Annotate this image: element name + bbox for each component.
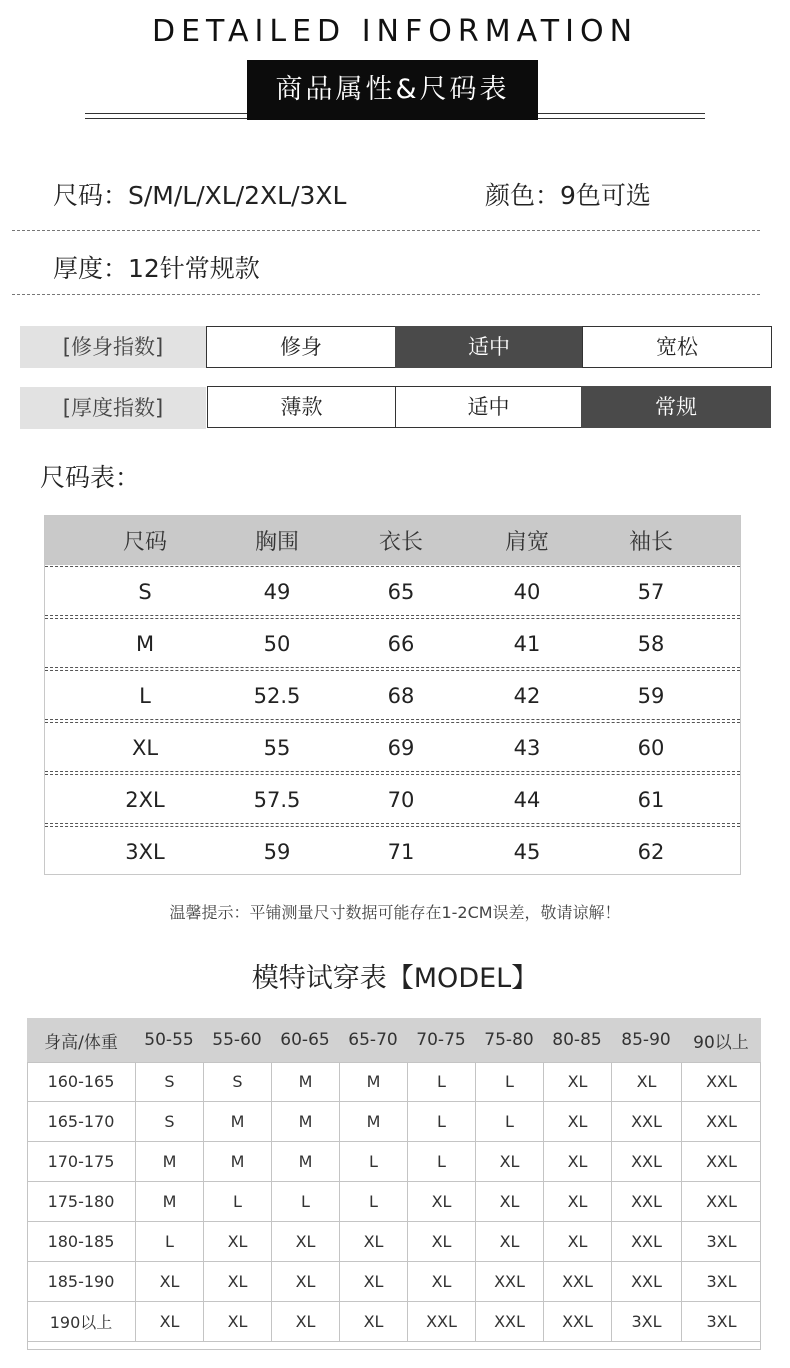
size-cell: 3XL (125, 840, 165, 864)
recommended-size-cell: L (475, 1062, 543, 1101)
height-range-cell: 170-175 (47, 1152, 115, 1171)
size-cell: 60 (637, 736, 665, 760)
recommended-size-cell: XL (339, 1222, 407, 1261)
recommended-size-cell: XXL (681, 1062, 761, 1101)
height-range-cell: 165-170 (47, 1112, 115, 1131)
size-header-cell: 尺码 (122, 530, 167, 555)
size-table-header (45, 516, 740, 565)
recommended-size-cell: XXL (611, 1262, 681, 1301)
model-header-cell: 身高/体重 (44, 1032, 118, 1053)
recommended-size-cell: XXL (611, 1142, 681, 1181)
thickness-attribute: 厚度：12针常规款 (53, 254, 260, 283)
recommended-size-cell: L (407, 1062, 475, 1101)
recommended-size-cell: XXL (543, 1302, 611, 1341)
size-cell: 41 (513, 632, 541, 656)
row-dashed-divider (45, 615, 740, 616)
thickness-option-thin: 薄款 (207, 386, 396, 428)
thickness-option-regular: 常规 (581, 386, 771, 428)
recommended-size-cell: XXL (611, 1102, 681, 1141)
size-cell: 50 (263, 632, 291, 656)
recommended-size-cell: XL (271, 1222, 339, 1261)
size-header-cell: 胸围 (254, 530, 299, 555)
model-header-cell: 65-70 (348, 1030, 398, 1050)
model-table-row (27, 1102, 761, 1142)
recommended-size-cell: S (135, 1102, 203, 1141)
measurement-note: 温馨提示：平铺测量尺寸数据可能存在1-2CM误差，敬请谅解！ (169, 903, 621, 922)
size-cell: 2XL (125, 788, 165, 812)
recommended-size-cell: XL (407, 1222, 475, 1261)
recommended-size-cell: 3XL (681, 1262, 761, 1301)
height-range-cell: 190以上 (49, 1313, 113, 1332)
height-range-cell: 185-190 (47, 1272, 115, 1291)
size-cell: 44 (513, 788, 541, 812)
size-cell: 45 (513, 840, 541, 864)
model-table-row (27, 1302, 761, 1342)
size-cell: 43 (513, 736, 541, 760)
recommended-size-cell: XXL (475, 1262, 543, 1301)
model-header-cell: 50-55 (144, 1030, 194, 1050)
recommended-size-cell: XL (339, 1302, 407, 1341)
size-cell: 70 (387, 788, 415, 812)
dashed-divider (12, 294, 760, 295)
model-header-cell: 60-65 (280, 1030, 330, 1050)
recommended-size-cell: XL (475, 1142, 543, 1181)
size-cell: 66 (387, 632, 415, 656)
recommended-size-cell: L (407, 1102, 475, 1141)
recommended-size-cell: XL (543, 1102, 611, 1141)
recommended-size-cell: M (271, 1142, 339, 1181)
size-cell: 57.5 (253, 788, 301, 812)
size-table-heading: 尺码表： (40, 463, 141, 492)
size-table (44, 515, 741, 875)
recommended-size-cell: M (271, 1102, 339, 1141)
recommended-size-cell: XL (271, 1302, 339, 1341)
size-cell: 49 (263, 580, 291, 604)
recommended-size-cell: XXL (681, 1142, 761, 1181)
recommended-size-cell: S (203, 1062, 271, 1101)
recommended-size-cell: 3XL (681, 1222, 761, 1261)
fit-option-loose: 宽松 (582, 326, 772, 368)
recommended-size-cell: XL (135, 1262, 203, 1301)
size-cell: 55 (263, 736, 291, 760)
size-cell: 59 (637, 684, 665, 708)
size-cell: 65 (387, 580, 415, 604)
size-cell: S (138, 580, 152, 604)
recommended-size-cell: M (339, 1062, 407, 1101)
recommended-size-cell: XL (543, 1142, 611, 1181)
size-cell: 69 (387, 736, 415, 760)
size-cell: 42 (513, 684, 541, 708)
recommended-size-cell: M (203, 1102, 271, 1141)
size-cell: 62 (637, 840, 665, 864)
recommended-size-cell: M (135, 1182, 203, 1221)
recommended-size-cell: XL (543, 1222, 611, 1261)
recommended-size-cell: L (407, 1142, 475, 1181)
size-cell: 61 (637, 788, 665, 812)
size-table-row (45, 618, 740, 670)
model-header-cell: 55-60 (212, 1030, 262, 1050)
recommended-size-cell: L (203, 1182, 271, 1221)
recommended-size-cell: XXL (681, 1182, 761, 1221)
model-table-row (27, 1142, 761, 1182)
recommended-size-cell: XL (203, 1222, 271, 1261)
recommended-size-cell: L (475, 1102, 543, 1141)
row-dashed-divider (45, 667, 740, 668)
recommended-size-cell: L (135, 1222, 203, 1261)
recommended-size-cell: S (135, 1062, 203, 1101)
recommended-size-cell: 3XL (681, 1302, 761, 1341)
recommended-size-cell: XL (543, 1182, 611, 1221)
size-cell: 58 (637, 632, 665, 656)
model-fitting-table (27, 1018, 761, 1350)
height-range-cell: 180-185 (47, 1232, 115, 1251)
recommended-size-cell: XL (543, 1062, 611, 1101)
model-header-cell: 70-75 (416, 1030, 466, 1050)
recommended-size-cell: XXL (475, 1302, 543, 1341)
recommended-size-cell: M (271, 1062, 339, 1101)
recommended-size-cell: XXL (611, 1222, 681, 1261)
model-table-row (27, 1062, 761, 1102)
chinese-title-badge: 商品属性&尺码表 (247, 60, 538, 120)
row-dashed-divider (45, 823, 740, 824)
recommended-size-cell: XL (407, 1262, 475, 1301)
model-table-row (27, 1182, 761, 1222)
recommended-size-cell: L (339, 1182, 407, 1221)
size-cell: 59 (263, 840, 291, 864)
recommended-size-cell: XL (135, 1302, 203, 1341)
fit-option-slim: 修身 (206, 326, 396, 368)
recommended-size-cell: M (339, 1102, 407, 1141)
model-header-cell: 85-90 (621, 1030, 671, 1050)
dashed-divider (12, 230, 760, 231)
height-range-cell: 175-180 (47, 1192, 115, 1211)
size-cell: 40 (513, 580, 541, 604)
size-cell: 71 (387, 840, 415, 864)
recommended-size-cell: XXL (681, 1102, 761, 1141)
recommended-size-cell: XXL (407, 1302, 475, 1341)
size-cell: 68 (387, 684, 415, 708)
size-table-row (45, 722, 740, 774)
thickness-index-label: [厚度指数] (20, 387, 206, 429)
recommended-size-cell: XL (407, 1182, 475, 1221)
recommended-size-cell: XL (611, 1062, 681, 1101)
model-table-title: 模特试穿表【MODEL】 (251, 963, 539, 994)
model-table-row (27, 1262, 761, 1302)
fit-option-regular: 适中 (395, 326, 583, 368)
english-title: DETAILED INFORMATION (151, 14, 639, 49)
size-header-cell: 肩宽 (504, 530, 549, 555)
size-header-cell: 袖长 (628, 530, 673, 555)
model-table-header (27, 1018, 761, 1062)
size-cell: 57 (637, 580, 665, 604)
fit-index-label: [修身指数] (20, 326, 206, 368)
model-header-cell: 80-85 (552, 1030, 602, 1050)
size-table-row (45, 670, 740, 722)
thickness-option-medium: 适中 (395, 386, 582, 428)
size-table-row (45, 774, 740, 826)
model-header-cell: 90以上 (693, 1032, 749, 1053)
size-cell: L (139, 684, 151, 708)
recommended-size-cell: L (271, 1182, 339, 1221)
row-dashed-divider (45, 771, 740, 772)
row-dashed-divider (45, 719, 740, 720)
recommended-size-cell: XL (339, 1262, 407, 1301)
recommended-size-cell: XXL (543, 1262, 611, 1301)
recommended-size-cell: XL (271, 1262, 339, 1301)
size-attribute: 尺码：S/M/L/XL/2XL/3XL (53, 181, 347, 210)
recommended-size-cell: L (339, 1142, 407, 1181)
recommended-size-cell: 3XL (611, 1302, 681, 1341)
size-cell: 52.5 (253, 684, 301, 708)
recommended-size-cell: M (203, 1142, 271, 1181)
color-attribute: 颜色：9色可选 (485, 181, 651, 210)
model-table-row (27, 1222, 761, 1262)
model-header-cell: 75-80 (484, 1030, 534, 1050)
recommended-size-cell: XXL (611, 1182, 681, 1221)
recommended-size-cell: XL (203, 1302, 271, 1341)
size-header-cell: 衣长 (378, 530, 423, 555)
recommended-size-cell: XL (475, 1182, 543, 1221)
recommended-size-cell: XL (203, 1262, 271, 1301)
size-cell: XL (131, 736, 159, 760)
recommended-size-cell: XL (475, 1222, 543, 1261)
size-table-row (45, 826, 740, 878)
size-table-row (45, 566, 740, 618)
size-cell: M (135, 632, 155, 656)
height-range-cell: 160-165 (47, 1072, 115, 1091)
recommended-size-cell: M (135, 1142, 203, 1181)
